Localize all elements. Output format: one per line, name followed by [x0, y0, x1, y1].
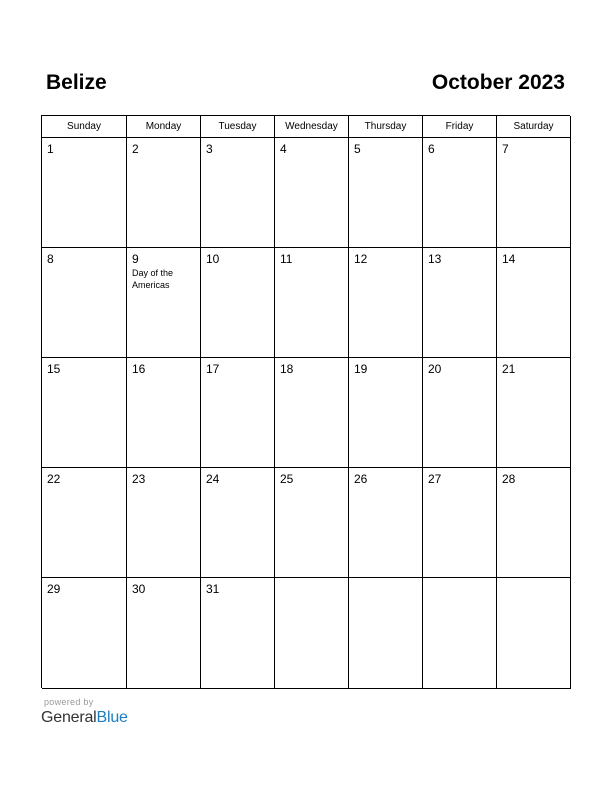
- day-number: 20: [428, 362, 442, 376]
- day-number: 23: [132, 472, 146, 486]
- day-number: 19: [354, 362, 368, 376]
- day-cell: [42, 138, 127, 248]
- day-cell: [127, 358, 201, 468]
- day-cell: [349, 578, 423, 689]
- day-cell: [423, 468, 497, 578]
- day-cell: [349, 248, 423, 358]
- day-number: 30: [132, 582, 146, 596]
- day-cell: [275, 578, 349, 689]
- day-cell: [497, 468, 571, 578]
- day-cell: [275, 138, 349, 248]
- day-cell: [42, 248, 127, 358]
- day-cell: [275, 248, 349, 358]
- day-number: 8: [47, 252, 54, 266]
- day-number: 5: [354, 142, 361, 156]
- day-cell: [42, 468, 127, 578]
- day-cell: [349, 358, 423, 468]
- day-number: 15: [47, 362, 61, 376]
- day-cell: [201, 468, 275, 578]
- day-cell: [275, 468, 349, 578]
- day-number: 25: [280, 472, 294, 486]
- powered-by-text: powered by: [44, 697, 94, 707]
- day-number: 29: [47, 582, 61, 596]
- day-cell: [42, 358, 127, 468]
- day-cell: [497, 248, 571, 358]
- day-cell: [423, 248, 497, 358]
- day-number: 2: [132, 142, 139, 156]
- day-cell: [497, 578, 571, 689]
- day-number: 17: [206, 362, 220, 376]
- day-cell: [201, 138, 275, 248]
- day-number: 27: [428, 472, 442, 486]
- day-number: 6: [428, 142, 435, 156]
- day-cell: [349, 468, 423, 578]
- month-year-title: October 2023: [431, 71, 565, 94]
- weekday-header-sunday: Sunday: [42, 116, 127, 138]
- day-number: 21: [502, 362, 516, 376]
- weekday-header-wednesday: Wednesday: [275, 116, 349, 138]
- day-number: 7: [502, 142, 509, 156]
- day-number: 22: [47, 472, 61, 486]
- weekday-header-monday: Monday: [127, 116, 201, 138]
- day-cell: [423, 578, 497, 689]
- day-cell: [275, 358, 349, 468]
- day-number: 9: [132, 252, 139, 266]
- holiday-label: Day of the Americas: [132, 268, 174, 290]
- day-number: 1: [47, 142, 54, 156]
- weekday-header-friday: Friday: [423, 116, 497, 138]
- calendar-grid: [41, 115, 570, 688]
- day-number: 13: [428, 252, 442, 266]
- generalblue-logo[interactable]: [41, 709, 128, 727]
- day-number: 31: [206, 582, 220, 596]
- weekday-header-thursday: Thursday: [349, 116, 423, 138]
- day-cell: [201, 248, 275, 358]
- day-cell: [497, 358, 571, 468]
- day-cell: [423, 358, 497, 468]
- day-cell: [127, 468, 201, 578]
- day-cell: [201, 578, 275, 689]
- day-cell: [127, 248, 201, 358]
- day-cell: [423, 138, 497, 248]
- day-number: 16: [132, 362, 146, 376]
- brand-general-text: General: [41, 709, 97, 726]
- country-title: Belize: [46, 71, 107, 94]
- day-number: 10: [206, 252, 220, 266]
- day-number: 12: [354, 252, 368, 266]
- day-number: 4: [280, 142, 287, 156]
- day-number: 14: [502, 252, 516, 266]
- day-cell: [127, 138, 201, 248]
- day-cell: [42, 578, 127, 689]
- weekday-header-saturday: Saturday: [497, 116, 571, 138]
- day-number: 18: [280, 362, 294, 376]
- day-number: 11: [280, 252, 293, 266]
- brand-blue-text: Blue: [96, 709, 128, 726]
- day-number: 28: [502, 472, 516, 486]
- day-cell: [201, 358, 275, 468]
- weekday-header-tuesday: Tuesday: [201, 116, 275, 138]
- day-cell: [127, 578, 201, 689]
- day-number: 24: [206, 472, 220, 486]
- day-cell: [349, 138, 423, 248]
- day-number: 26: [354, 472, 368, 486]
- day-cell: [497, 138, 571, 248]
- day-number: 3: [206, 142, 213, 156]
